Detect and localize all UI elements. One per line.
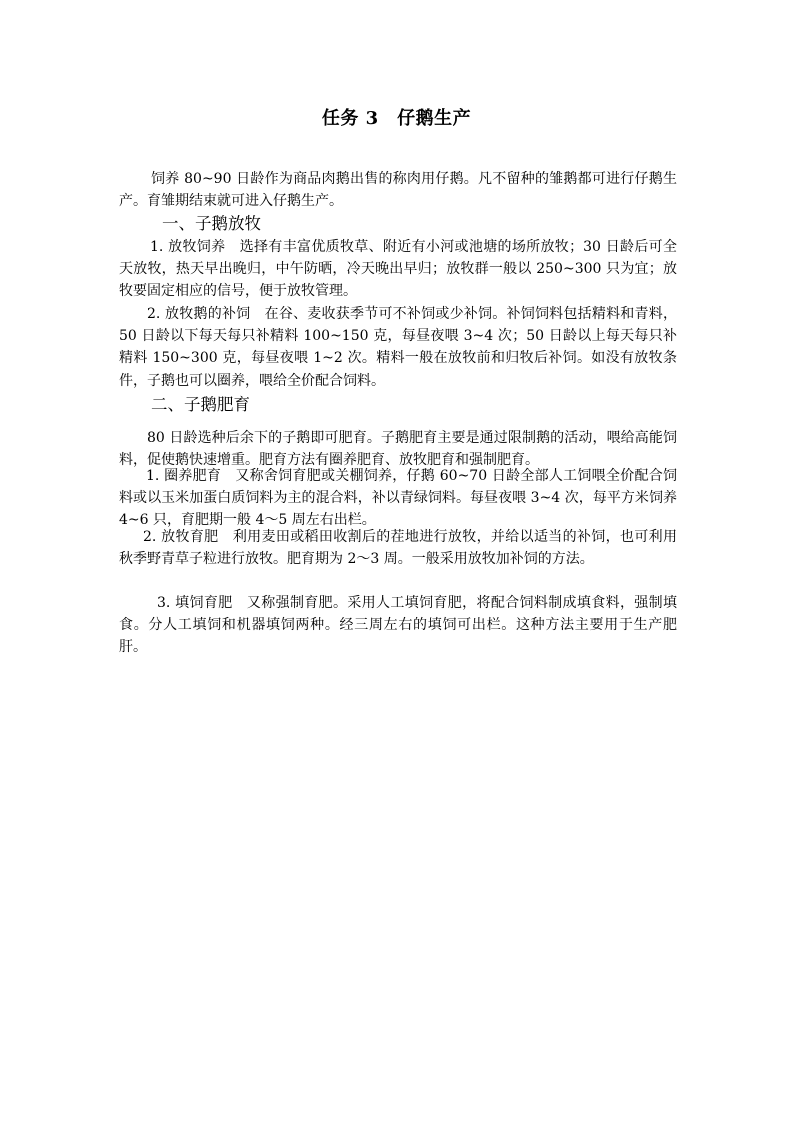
intro-paragraph: 饲养 80~90 日龄作为商品肉鹅出售的称肉用仔鹅。凡不留种的雏鹅都可进行仔鹅生产。育雏期结束就可进入仔鹅生产。 (119, 171, 677, 210)
grazing-supplement-paragraph: 2. 放牧鹅的补饲 在谷、麦收获季节可不补饲或少补饲。补饲饲料包括精料和青料，50 日龄以下每天每只补精料 100~150 克，每昼夜喂 3~4 次；50 日龄以上每天每只补精料 150~300 克，每昼夜喂 1~2 次。精料一般在放牧前和归牧后补饲。如没有放牧条件，子鹅也可以圈养，喂给全价配合饲料。 (119, 306, 677, 389)
fattening-intro-paragraph: 80 日龄选种后余下的子鹅即可肥育。子鹅肥育主要是通过限制鹅的活动，喂给高能饲料，促使鹅快速增重。肥育方法有圈养肥育、放牧肥育和强制肥育。 (119, 430, 677, 469)
page-title: 任务 3 仔鹅生产 (321, 108, 472, 129)
section-heading-grazing: 一、子鹅放牧 (162, 214, 261, 233)
section-heading-fattening: 二、子鹅肥育 (151, 395, 250, 414)
grazing-feeding-paragraph: 1. 放牧饲养 选择有丰富优质牧草、附近有小河或池塘的场所放牧；30 日龄后可全天放牧，热天早出晚归，中午防晒，冷天晚出早归；放牧群一般以 250~300 只为宜；放牧要固定相应的信号，便于放牧管理。 (119, 239, 677, 300)
force-feeding-paragraph: 3. 填饲育肥 又称强制育肥。采用人工填饲育肥，将配合饲料制成填食料，强制填食。分人工填饲和机器填饲两种。经三周左右的填饲可出栏。这种方法主要用于生产肥肝。 (119, 595, 677, 656)
pen-fattening-paragraph: 1. 圈养肥育 又称舍饲育肥或关棚饲养，仔鹅 60~70 日龄全部人工饲喂全价配合饲料或以玉米加蛋白质饲料为主的混合料，补以青绿饲料。每昼夜喂 3~4 次，每平方米饲养 4~6 只，育肥期一般 4～5 周左右出栏。 (119, 468, 677, 529)
grazing-fattening-paragraph: 2. 放牧育肥 利用麦田或稻田收割后的茬地进行放牧，并给以适当的补饲，也可利用秋季野青草子粒进行放牧。肥育期为 2～3 周。一般采用放牧加补饲的方法。 (119, 529, 677, 568)
